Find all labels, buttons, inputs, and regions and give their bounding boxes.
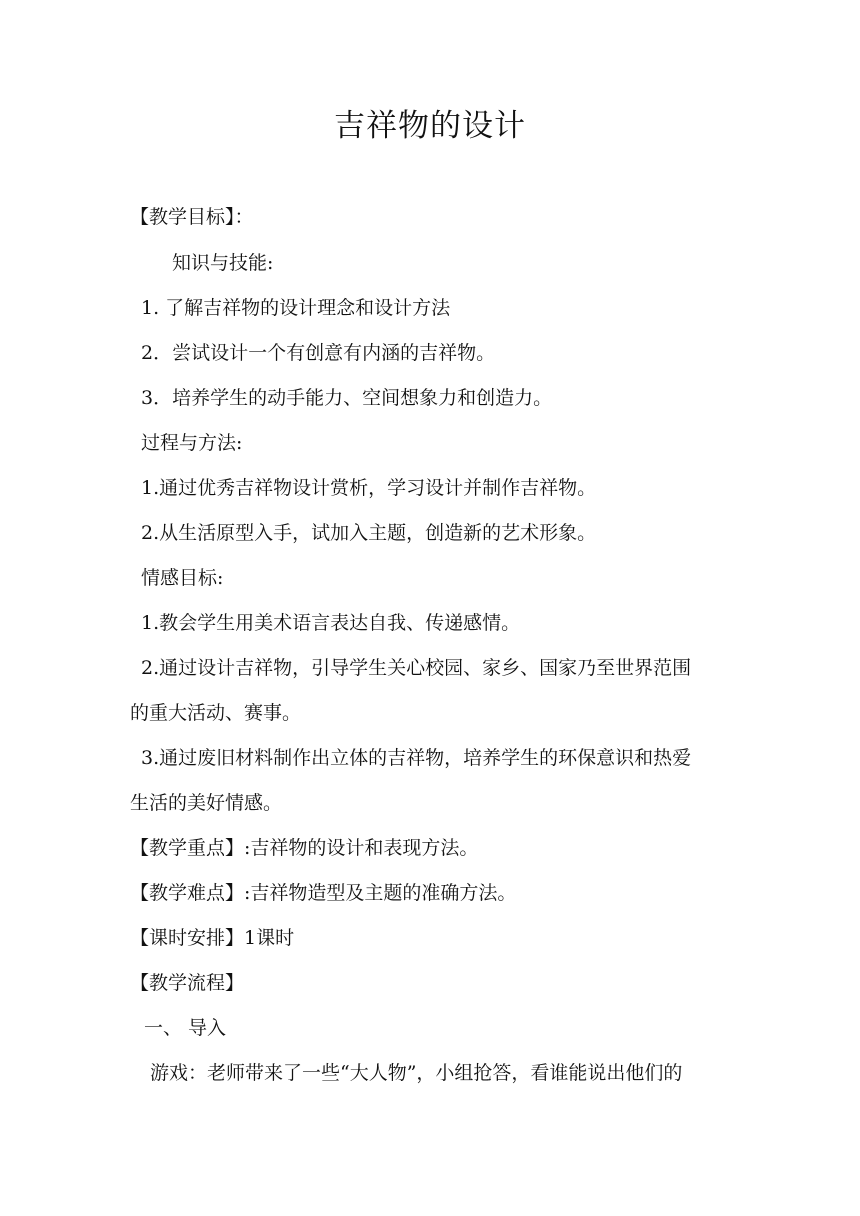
paragraph-line: 生活的美好情感。 bbox=[130, 792, 283, 814]
paragraph-line: 的重大活动、赛事。 bbox=[130, 702, 302, 724]
paragraph-line: 2.从生活原型入手，试加入主题，创造新的艺术形象。 bbox=[141, 522, 597, 544]
subheading-introduction: 一、 导入 bbox=[144, 1017, 227, 1039]
section-heading-teaching-process: 【教学流程】 bbox=[130, 972, 245, 994]
paragraph-line: 3.通过废旧材料制作出立体的吉祥物，培养学生的环保意识和热爱 bbox=[141, 747, 692, 769]
section-heading-schedule: 【课时安排】1课时 bbox=[130, 927, 295, 949]
subheading-emotional-goals: 情感目标: bbox=[141, 567, 224, 589]
paragraph-line: 2.通过设计吉祥物，引导学生关心校园、家乡、国家乃至世界范围 bbox=[141, 657, 692, 679]
subheading-process-method: 过程与方法: bbox=[141, 432, 243, 454]
paragraph-line: 游戏：老师带来了一些“大人物”，小组抢答，看谁能说出他们的 bbox=[150, 1062, 683, 1084]
paragraph-line: 1.通过优秀吉祥物设计赏析，学习设计并制作吉祥物。 bbox=[141, 477, 597, 499]
section-heading-key-points: 【教学重点】:吉祥物的设计和表现方法。 bbox=[130, 837, 479, 859]
subheading-knowledge-skills: 知识与技能: bbox=[172, 252, 274, 274]
paragraph-line: 2．尝试设计一个有创意有内涵的吉祥物。 bbox=[141, 342, 496, 364]
section-heading-difficult-points: 【教学难点】:吉祥物造型及主题的准确方法。 bbox=[130, 882, 517, 904]
paragraph-line: 3．培养学生的动手能力、空间想象力和创造力。 bbox=[141, 387, 553, 409]
paragraph-line: 1. 了解吉祥物的设计理念和设计方法 bbox=[141, 297, 451, 319]
paragraph-line: 1.教会学生用美术语言表达自我、传递感情。 bbox=[141, 612, 521, 634]
section-heading-teaching-goals: 【教学目标】： bbox=[130, 206, 254, 228]
document-title: 吉祥物的设计 bbox=[334, 108, 526, 144]
